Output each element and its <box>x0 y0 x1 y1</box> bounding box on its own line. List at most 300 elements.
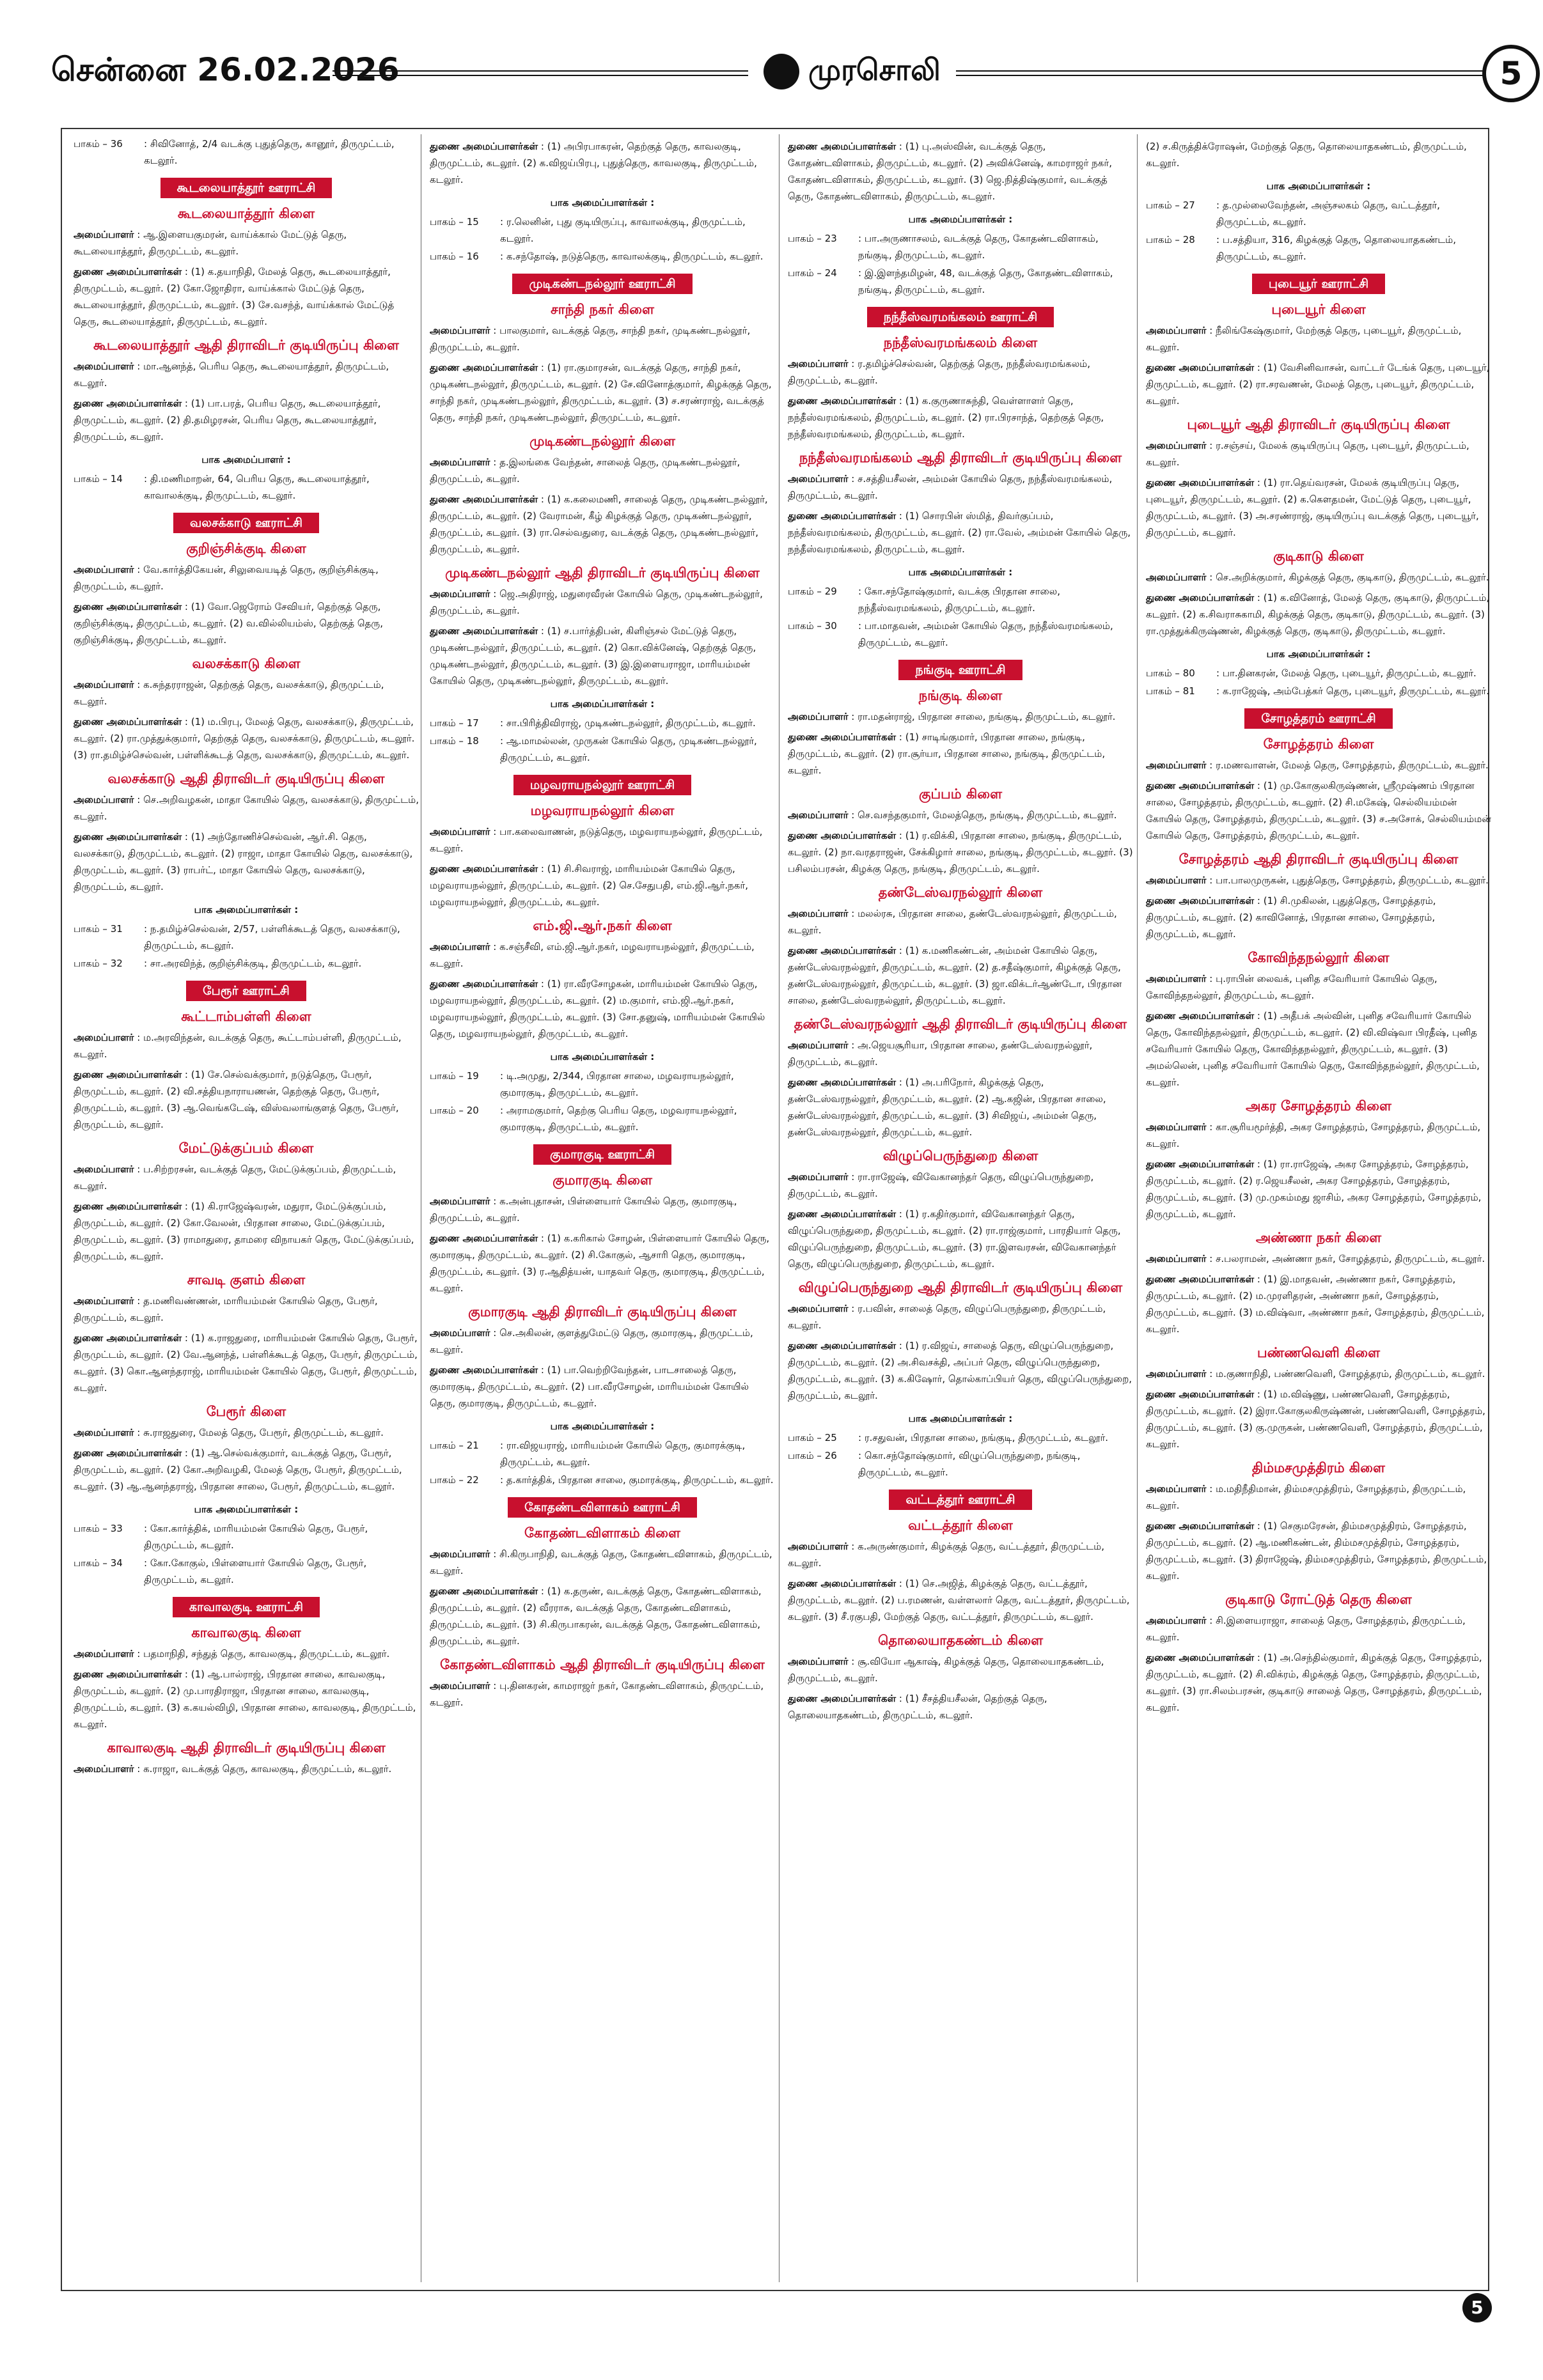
role-label: துணை அமைப்பாளர்கள் <box>74 266 182 277</box>
entry-text: : ரா.ராஜேஷ், விவேகானந்தர் தெரு, விழுப்பெருந்துறை, திருமுட்டம், கடலூர். <box>788 1171 1094 1199</box>
entry-text: : நீலிங்கேஷ்குமார், மேற்குத் தெரு, புடையூர், திருமுட்டம், கடலூர். <box>1146 325 1462 353</box>
entry-text: : (1) ம.விஷ்ணு, பண்ணவெளி, சோழத்தரம், திருமுட்டம், கடலூர். (2) இரா.கோகுலகிருஷ்ணன், பண்ணவெளி, சோழத்தரம், திருமுட்டம், கடலூர். (3) கு.முருகன், பண்ணவெளி, சோழத்தரம், திருமுட்டம், கடலூர். <box>1146 1388 1485 1450</box>
member-entry <box>430 1583 775 1649</box>
member-entry <box>1146 1481 1491 1514</box>
role-label: அமைப்பாளர் <box>430 456 490 468</box>
entry-text: : (1) க.ராஜதுரை, மாரியம்மன் கோயில் தெரு, பேரூர், திருமுட்டம், கடலூர். (2) வே.ஆனந்த், பள்ளிக்கூடத் தெரு, பேரூர், திருமுட்டம், கடலூர். (3) கொ.ஆனந்தராஜ், மாரியம்மன் கோயில் தெரு, பேரூர், திருமுட்டம், கடலூர். <box>74 1332 418 1394</box>
entry-text: : த.இலங்கை வேந்தன், சாலைத் தெரு, முடிகண்டநல்லூர், திருமுட்டம், கடலூர். <box>430 456 740 485</box>
entry-text: : (1) க.தயாநிதி, மேலத் தெரு, கூடலையாத்தூர், திருமுட்டம், கடலூர். (2) கோ.ஜோதிரா, வாய்க்கால் மேட்டுத் தெரு, கூடலையாத்தூர், திருமுட்டம், கடலூர். (3) சே.வசந்த், வாய்க்கால் மேட்டுத் தெரு, கூடலையாத்தூர், திருமுட்டம், கடலூர். <box>74 266 395 327</box>
member-entry <box>74 358 419 391</box>
panchayat-banner: முடிகண்டநல்லூர் ஊராட்சி <box>512 274 692 294</box>
role-label: அமைப்பாளர் <box>788 473 849 485</box>
entry-text: : (1) பா.பரத், பெரிய தெரு, கூடலையாத்தூர், திருமுட்டம், கடலூர். (2) தி.தமிழரசன், பெரிய தெரு, கூடலையாத்தூர், திருமுட்டம், கடலூர். <box>74 398 381 442</box>
role-label: அமைப்பாளர் <box>74 679 134 690</box>
entry-text: : (1) க.வினோத், மேலத் தெரு, குடிகாடு, திருமுட்டம், கடலூர். (2) க.சிவராசுகாமி, கிழக்குத் தெரு, குடிகாடு, திருமுட்டம், கடலூர். (3) ரா.முத்துக்கிருஷ்ணன், கிழக்குத் தெரு, குடிகாடு, திருமுட்டம், கடலூர். <box>1146 592 1490 637</box>
part-number: பாகம் – 28 <box>1146 234 1195 245</box>
part-entry <box>1146 683 1491 699</box>
member-entry <box>788 138 1133 205</box>
member-entry <box>788 1337 1133 1404</box>
part-text: : கொ.சந்தோஷ்குமார், விழுப்பெருந்துறை, நங்குடி, திருமுட்டம், கடலூர். <box>858 1450 1081 1478</box>
entry-text: : (1) ரா.ராஜேஷ், அகர சோழத்தரம், சோழத்தரம், திருமுட்டம், கடலூர். (2) ர.ஜெயசீலன், அகர சோழத்தரம், சோழத்தரம், திருமுட்டம், கடலூர். (3) மு.முகம்மது ஜாசிம், அகர சோழத்தரம், சோழத்தரம், திருமுட்டம், கடலூர். <box>1146 1158 1482 1220</box>
role-label: துணை அமைப்பாளர்கள் <box>430 863 538 875</box>
part-entry <box>788 230 1133 263</box>
part-number: பாகம் – 19 <box>430 1070 479 1082</box>
role-label: துணை அமைப்பாளர்கள் <box>74 601 182 612</box>
panchayat-banner: மழவராயநல்லூர் ஊராட்சி <box>513 775 691 795</box>
part-number: பாகம் – 25 <box>788 1432 837 1443</box>
member-entry <box>74 1161 419 1194</box>
part-text: : த.கார்த்திக், பிரதான சாலை, குமாரக்குடி, திருமுட்டம், கடலூர். <box>500 1474 774 1486</box>
member-entry <box>788 1575 1133 1625</box>
entry-text: : மலல்ரசு, பிரதான சாலை, தண்டேஸ்வரநல்லூர், திருமுட்டம், கடலூர். <box>788 908 1117 936</box>
part-text: : ந.தமிழ்ச்செல்வன், 2/57, பள்ளிக்கூடத் தெரு, வலசக்காடு, திருமுட்டம், கடலூர். <box>144 923 400 951</box>
entry-text: : (1) க.மணிகண்டன், அம்மன் கோயில் தெரு, தண்டேஸ்வரநல்லூர், திருமுட்டம், கடலூர். (2) த.சதீஷ்குமார், கிழக்குத் தெரு, தண்டேஸ்வரநல்லூர், திருமுட்டம், கடலூர். (3) ஜா.விக்டர்ஆண்டோ, பிரதான சாலை, தண்டேஸ்வரநல்லூர், திருமுட்டம், கடலூர். <box>788 945 1122 1006</box>
panchayat-banner: காவாலகுடி ஊராட்சி <box>173 1597 320 1617</box>
entry-text: : ச.சத்தியசீலன், அம்மன் கோயில் தெரு, நந்தீஸ்வரமங்கலம், திருமுட்டம், கடலூர். <box>788 473 1113 501</box>
entry-text: (2) ச.கிருத்திக்ரோஷன், மேற்குத் தெரு, தொலையாதகண்டம், திருமுட்டம், கடலூர். <box>1146 141 1467 169</box>
entry-text: : க.சுந்தரராஜன், தெற்குத் தெரு, வலசக்காடு, திருமுட்டம், கடலூர். <box>74 679 384 707</box>
part-entry <box>74 921 419 954</box>
role-label: அமைப்பாளர் <box>1146 325 1207 336</box>
paper-logo <box>748 46 956 97</box>
member-entry <box>430 359 775 426</box>
part-text: : சிவினோத், 2/4 வடக்கு புதுத்தெரு, கானூர், திருமுட்டம், கடலூர். <box>144 138 395 166</box>
entry-text: : கா.சூரியமூர்த்தி, அகர சோழத்தரம், சோழத்தரம், திருமுட்டம், கடலூர். <box>1146 1121 1481 1149</box>
entry-text: : (1) செகுமரேசன், திம்மசமுத்திரம், சோழத்தரம், திருமுட்டம், கடலூர். (2) ஆ.மணிகண்டன், திம்மசமுத்திரம், சோழத்தரம், திருமுட்டம், கடலூர். (3) திராஜேஷ், திம்மசமுத்திரம், சோழத்தரம், திருமுட்டம், கடலூர். <box>1146 1520 1487 1582</box>
part-entry <box>430 1472 775 1488</box>
role-label: துணை அமைப்பாளர்கள் <box>1146 1652 1255 1663</box>
role-label: அமைப்பாளர் <box>430 826 490 837</box>
entry-text: : ரா.மதன்ராஜ், பிரதான சாலை, நங்குடி, திருமுட்டம், கடலூர். <box>851 711 1116 722</box>
part-text: : கோ.கார்த்திக், மாரியம்மன் கோயில் தெரு, பேரூர், திருமுட்டம், கடலூர். <box>144 1523 368 1551</box>
part-text: : ரா.விஜயராஜ், மாரியம்மன் கோயில் தெரு, குமாரக்குடி, திருமுட்டம், கடலூர். <box>500 1440 746 1468</box>
role-label: அமைப்பாளர் <box>430 1680 490 1692</box>
role-label: துணை அமைப்பாளர்கள் <box>74 398 182 409</box>
entry-text: : (1) சி.முகிலன், புதுத்தெரு, சோழத்தரம், திருமுட்டம், கடலூர். (2) காவினோத், பிரதான சாலை, சோழத்தரம், திருமுட்டம், கடலூர். <box>1146 895 1436 940</box>
part-text: : ர.சதுவன், பிரதான சாலை, நங்குடி, திருமுட்டம், கடலூர். <box>858 1432 1109 1443</box>
member-entry <box>788 471 1133 504</box>
member-entry <box>430 1677 775 1711</box>
entry-text: : க.அன்புதாசன், பிள்ளையார் கோயில் தெரு, குமாரகுடி, திருமுட்டம், கடலூர். <box>430 1195 737 1224</box>
branch-title: விழுப்பெருந்துறை ஆதி திராவிடர் குடியிருப்பு கிளை <box>798 1280 1123 1295</box>
entry-text: : ர.சஞ்சய், மேலக் குடியிருப்பு தெரு, புடையூர், திருமுட்டம், கடலூர். <box>1146 440 1469 468</box>
entry-text: : சு.ராஜதுரை, மேலத் தெரு, பேரூர், திருமுட்டம், கடலூர். <box>137 1427 384 1438</box>
branch-title: கூடலையாத்தூர் ஆதி திராவிடர் குடியிருப்பு கிளை <box>93 338 399 353</box>
part-entry <box>74 1520 419 1553</box>
member-entry <box>74 1445 419 1495</box>
member-entry <box>1146 359 1491 409</box>
role-label: அமைப்பாளர் <box>788 1656 849 1667</box>
entry-text: : (1) வோ.ஜெரோம் சேவியர், தெற்குத் தெரு, குறிஞ்சிக்குடி, திருமுட்டம், கடலூர். (2) வ.வில்லியம்ஸ், தெற்குத் தெரு, குறிஞ்சிக்குடி, திருமுட்டம், கடலூர். <box>74 601 383 646</box>
entry-text: : பாலகுமார், வடக்குத் தெரு, சாந்தி நகர், முடிகண்டநல்லூர், திருமுட்டம், கடலூர். <box>430 325 751 353</box>
part-number: பாகம் – 80 <box>1146 667 1195 679</box>
entry-text: : ச.பலராமன், அண்ணா நகர், சோழத்தரம், திருமுட்டம், கடலூர். <box>1209 1253 1485 1264</box>
member-entry <box>74 791 419 825</box>
entry-text: : ப.சிற்றரசன், வடக்குத் தெரு, மேட்டுக்குப்பம், திருமுட்டம், கடலூர். <box>74 1163 396 1192</box>
member-entry <box>788 807 1133 823</box>
branch-title: அகர சோழத்தரம் கிளை <box>1246 1098 1391 1114</box>
member-entry <box>430 586 775 619</box>
part-text: : ப.சத்தியா, 316, கிழக்குத் தெரு, தொலையாதகண்டம், திருமுட்டம், கடலூர். <box>1216 234 1456 262</box>
part-number: பாகம் – 26 <box>788 1450 837 1461</box>
role-label: துணை அமைப்பாளர்கள் <box>430 1364 538 1376</box>
part-entry <box>74 955 419 972</box>
part-entry <box>430 1437 775 1470</box>
part-entry <box>788 265 1133 298</box>
entry-text: : ர.தமிழ்ச்செல்வன், தெற்குத் தெரு, நந்தீஸ்வரமங்கலம், திருமுட்டம், கடலூர். <box>788 358 1091 386</box>
panchayat-banner: நந்தீஸ்வரமங்கலம் ஊராட்சி <box>867 307 1054 327</box>
member-entry <box>74 828 419 895</box>
part-number: பாகம் – 22 <box>430 1474 479 1486</box>
member-entry <box>74 1330 419 1396</box>
role-label: அமைப்பாளர் <box>74 1032 134 1043</box>
entry-text: : (1) ச.பார்த்திபன், கிளிஞ்சல் மேட்டுத் தெரு, முடிகண்டநல்லூர், திருமுட்டம், கடலூர். (2) கொ.விக்னேஷ், தெற்குத் தெரு, முடிகண்டநல்லூர், திருமுட்டம், கடலூர். (3) இ.இளையராஜா, மாரியம்மன் கோயில் தெரு, முடிகண்டநல்லூர், திருமுட்டம், கடலூர். <box>430 625 756 687</box>
role-label: துணை அமைப்பாளர்கள் <box>430 978 538 990</box>
role-label: அமைப்பாளர் <box>1146 1368 1207 1380</box>
entry-text: : சி.இளையராஜா, சாலைத் தெரு, சோழத்தரம், திருமுட்டம், கடலூர். <box>1146 1615 1466 1643</box>
branch-title: பேரூர் கிளை <box>206 1404 286 1419</box>
part-text: : க.சந்தோஷ், நடுத்தெரு, காவாலக்குடி, திருமுட்டம், கடலூர். <box>500 251 764 262</box>
member-entry <box>1146 1250 1491 1267</box>
role-label: துணை அமைப்பாளர்கள் <box>74 831 182 843</box>
member-entry <box>1146 1271 1491 1337</box>
entry-text: : பு.ராபின் லைவக், புனித சவேரியார் கோயில் தெரு, கோவிந்தநல்லூர், திருமுட்டம், கடலூர். <box>1146 973 1437 1001</box>
role-label: துணை அமைப்பாளர்கள் <box>788 395 897 407</box>
part-entry <box>788 618 1133 651</box>
branch-title: கோவிந்தநல்லூர் கிளை <box>1248 950 1390 965</box>
role-label: துணை அமைப்பாளர்கள் <box>788 1340 897 1351</box>
member-entry <box>74 1761 419 1777</box>
role-label: துணை அமைப்பாளர்கள் <box>430 625 538 637</box>
role-label: துணை அமைப்பாளர்கள் <box>788 1077 897 1088</box>
part-number: பாகம் – 20 <box>430 1105 479 1116</box>
member-entry <box>430 322 775 355</box>
role-label: அமைப்பாளர் <box>1146 759 1207 771</box>
part-text: : தி.மணிமாறன், 64, பெரிய தெரு, கூடலையாத்தூர், காவாலக்குடி, திருமுட்டம், கடலூர். <box>144 473 370 501</box>
role-label: அமைப்பாளர் <box>430 325 490 336</box>
part-entry <box>788 583 1133 616</box>
entry-text: : (1) அபிரபாகரன், தெற்குத் தெரு, காவலகுடி, திருமுட்டம், கடலூர். (2) க.விஜய்பிரபு, புதுத்தெரு, காவலகுடி, திருமுட்டம், கடலூர். <box>430 141 757 185</box>
role-label: அமைப்பாளர் <box>1146 572 1207 583</box>
part-number: பாகம் – 23 <box>788 233 837 244</box>
branch-title: குறிஞ்சிக்குடி கிளை <box>186 541 306 556</box>
part-text: : ஆ.மாமல்லன், முருகன் கோயில் தெரு, முடிகண்டநல்லூர், திருமுட்டம், கடலூர். <box>500 735 757 763</box>
member-entry <box>788 1074 1133 1140</box>
part-text: : கோ.கோகுல், பிள்ளையார் கோயில் தெரு, பேரூர், திருமுட்டம், கடலூர். <box>144 1557 367 1585</box>
role-label: அமைப்பாளர் <box>1146 875 1207 886</box>
entry-text: : (1) ஆ.பால்ராஜ், பிரதான சாலை, காவலகுடி, திருமுட்டம், கடலூர். (2) மு.பாரதிராஜா, பிரதான சாலை, காவலகுடி, திருமுட்டம், கடலூர். (3) க.கயல்விழி, பிரதான சாலை, காவலகுடி, திருமுட்டம், கடலூர். <box>74 1668 416 1730</box>
role-label: துணை அமைப்பாளர்கள் <box>1146 477 1255 488</box>
member-entry <box>74 676 419 710</box>
member-entry <box>74 1066 419 1133</box>
role-label: துணை அமைப்பாளர்கள் <box>430 494 538 505</box>
member-entry <box>788 1037 1133 1070</box>
member-entry <box>788 827 1133 877</box>
branch-title: முடிகண்டநல்லூர் கிளை <box>529 433 675 449</box>
member-entry <box>788 393 1133 442</box>
entry-text: : ஆ.இளையகுமரன், வாய்க்கால் மேட்டுத் தெரு, கூடலையாத்தூர், திருமுட்டம், கடலூர். <box>74 229 347 257</box>
entry-text: : வே.கார்த்திகேயன், சிலுவையடித் தெரு, குறிஞ்சிக்குடி, திருமுட்டம், கடலூர். <box>74 564 379 592</box>
entry-text: : ம.மதிநீதிமான், திம்மசமுத்திரம், சோழத்தரம், திருமுட்டம், கடலூர். <box>1146 1483 1466 1511</box>
sub-heading: பாக அமைப்பாளர்கள் : <box>194 904 299 915</box>
sub-heading: பாக அமைப்பாளர்கள் : <box>1266 180 1371 192</box>
role-label: துணை அமைப்பாளர்கள் <box>788 830 897 841</box>
role-label: அமைப்பாளர் <box>788 809 849 821</box>
panchayat-banner: சோழத்தரம் ஊராட்சி <box>1244 708 1392 729</box>
sub-heading: பாக அமைப்பாளர்கள் : <box>908 214 1013 225</box>
part-text: : கோ.சந்தோஷ்குமார், வடக்கு பிரதான சாலை, நந்தீஸ்வரமங்கலம், திருமுட்டம், கடலூர். <box>858 586 1060 614</box>
branch-title: குமாரகுடி கிளை <box>552 1172 652 1188</box>
branch-title: நங்குடி கிளை <box>918 688 1003 703</box>
branch-title: காவாலகுடி ஆதி திராவிடர் குடியிருப்பு கிளை <box>107 1740 386 1755</box>
entry-text: : (1) பா.வெற்றிவேந்தன், பாடசாலைத் தெரு, குமாரகுடி, திருமுட்டம், கடலூர். (2) பா.வீரசோழன், மாரியம்மன் கோயில் தெரு, குமாரகுடி, திருமுட்டம், கடலூர். <box>430 1364 749 1409</box>
part-text: : டி.அமுது, 2/344, பிரதான சாலை, மழவராயநல்லூர், குமாரகுடி, திருமுட்டம், கடலூர். <box>500 1070 734 1098</box>
branch-title: குடிகாடு கிளை <box>1273 548 1364 564</box>
entry-text: : ம.அரவிந்தன், வடக்குத் தெரு, கூட்டாம்பள்ளி, திருமுட்டம், கடலூர். <box>74 1032 402 1060</box>
part-text: : பா.தினகரன், மேலத் தெரு, புடையூர், திருமுட்டம், கடலூர். <box>1216 667 1476 679</box>
sub-heading: பாக அமைப்பாளர்கள் : <box>908 566 1013 578</box>
branch-title: சோழத்தரம் கிளை <box>1263 736 1374 752</box>
part-entry <box>74 136 419 169</box>
role-label: அமைப்பாளர் <box>430 1327 490 1339</box>
role-label: அமைப்பாளர் <box>74 1763 134 1775</box>
entry-text: : ர.மணவாளன், மேலத் தெரு, சோழத்தரம், திருமுட்டம், கடலூர். <box>1209 759 1489 771</box>
member-entry <box>1146 872 1491 889</box>
member-entry <box>430 823 775 857</box>
entry-text: : (1) ர.கதிர்குமார், விவேகானந்தர் தெரு, விழுப்பெருந்துறை, திருமுட்டம், கடலூர். (2) ரா.ராஜ்குமார், பாரதியார் தெரு, விழுப்பெருந்துறை, திருமுட்டம், கடலூர். (3) ரா.இளவரசன், விவேகானந்தர் தெரு, விழுப்பெருந்துறை, திருமுட்டம், கடலூர். <box>788 1208 1121 1270</box>
member-entry <box>788 942 1133 1009</box>
role-label: அமைப்பாளர் <box>74 229 134 240</box>
panchayat-banner: புடையூர் ஊராட்சி <box>1252 274 1385 294</box>
panchayat-banner: கூடலையாத்தூர் ஊராட்சி <box>161 178 333 198</box>
member-entry <box>1146 1649 1491 1716</box>
entry-text: : (1) அ.செந்தில்குமார், கிழக்குத் தெரு, சோழத்தரம், திருமுட்டம், கடலூர். (2) சி.விக்ரம், கிழக்குத் தெரு, சோழத்தரம், திருமுட்டம், கடலூர். (3) ரா.சிலம்பரசன், குடிகாடு சாலைத் தெரு, சோழத்தரம், திருமுட்டம், கடலூர். <box>1146 1652 1482 1713</box>
role-label: துணை அமைப்பாளர்கள் <box>74 1069 182 1080</box>
entry-text: : பதமாநிதி, சந்துத் தெரு, காவலகுடி, திருமுட்டம், கடலூர். <box>137 1648 390 1660</box>
part-text: : அராமகுமார், தெற்கு பெரிய தெரு, மழவராயநல்லூர், குமாரகுடி, திருமுட்டம், கடலூர். <box>500 1105 737 1133</box>
branch-title: கூட்டாம்பள்ளி கிளை <box>181 1009 311 1024</box>
role-label: அமைப்பாளர் <box>430 941 490 953</box>
entry-text: : (1) க.தருண், வடக்குத் தெரு, கோதண்டவிளாகம், திருமுட்டம், கடலூர். (2) வீரராசு, வடக்குத் தெரு, கோதண்டவிளாகம், திருமுட்டம், கடலூர். (3) சி.கிருபாகரன், வடக்குத் தெரு, கோதண்டவிளாகம், திருமுட்டம், கடலூர். <box>430 1585 762 1647</box>
role-label: துணை அமைப்பாளர்கள் <box>788 1578 897 1589</box>
member-entry <box>788 729 1133 779</box>
part-entry <box>1146 665 1491 681</box>
part-number: பாகம் – 21 <box>430 1440 479 1451</box>
member-entry <box>74 1029 419 1062</box>
panchayat-banner: பேரூர் ஊராட்சி <box>186 981 306 1001</box>
sub-heading: பாக அமைப்பாளர்கள் : <box>550 197 655 208</box>
sub-heading: பாக அமைப்பாளர் : <box>201 454 291 465</box>
part-number: பாகம் – 36 <box>74 138 123 150</box>
role-label: துணை அமைப்பாளர்கள் <box>788 1693 897 1704</box>
part-entry <box>1146 231 1491 265</box>
panchayat-banner: வட்டத்தூர் ஊராட்சி <box>889 1489 1031 1510</box>
sub-heading: பாக அமைப்பாளர்கள் : <box>550 1420 655 1432</box>
sub-heading: பாக அமைப்பாளர்கள் : <box>550 698 655 710</box>
member-entry <box>74 226 419 260</box>
member-entry <box>74 1293 419 1326</box>
role-label: அமைப்பாளர் <box>74 1427 134 1438</box>
member-entry <box>1146 892 1491 942</box>
role-label: துணை அமைப்பாளர்கள் <box>1146 895 1255 906</box>
member-entry <box>1146 569 1491 586</box>
entry-text: : க.சஞ்சீவி, எம்.ஜி.ஆர்.நகர், மழவராயநல்லூர், திருமுட்டம், கடலூர். <box>430 941 755 969</box>
entry-text: : (1) பு.அஸ்வின், வடக்குத் தெரு, கோதண்டவிளாகம், திருமுட்டம், கடலூர். (2) அவிக்னேஷ், காமராஜர் நகர், கோதண்டவிளாகம், திருமுட்டம், கடலூர். (3) ஜெ.நித்திஷ்குமார், வடக்குத் தெரு, கோதண்டவிளாகம், திருமுட்டம், கடலூர். <box>788 141 1112 202</box>
entry-text: : பு.தினகரன், காமராஜர் நகர், கோதண்டவிளாகம், திருமுட்டம், கடலூர். <box>430 1680 764 1708</box>
branch-title: நந்தீஸ்வரமங்கலம் கிளை <box>883 335 1038 350</box>
branch-title: குமாரகுடி ஆதி திராவிடர் குடியிருப்பு கிளை <box>468 1304 737 1319</box>
member-entry <box>430 860 775 910</box>
member-entry <box>430 1325 775 1358</box>
entry-text: : செ.அகிலன், குளத்துமேட்டு தெரு, குமாரகுடி, திருமுட்டம், கடலூர். <box>430 1327 753 1355</box>
member-entry <box>74 1198 419 1264</box>
branch-title: மழவராயநல்லூர் கிளை <box>530 803 675 818</box>
branch-title: தொலையாதகண்டம் கிளை <box>877 1633 1044 1648</box>
entry-text: : செ.வசந்தகுமார், மேலத்தெரு, நங்குடி, திருமுட்டம், கடலூர். <box>851 809 1117 821</box>
panchayat-banner: கோதண்டவிளாகம் ஊராட்சி <box>508 1497 697 1518</box>
role-label: துணை அமைப்பாளர்கள் <box>1146 592 1255 603</box>
role-label: துணை அமைப்பாளர்கள் <box>74 1668 182 1680</box>
entry-text: : த.மணிவண்ணன், மாரியம்மன் கோயில் தெரு, பேரூர், திருமுட்டம், கடலூர். <box>74 1295 378 1323</box>
entry-text: : (1) அ.பரிநோர், கிழக்குத் தெரு, தண்டேஸ்வரநல்லூர், திருமுட்டம், கடலூர். (2) ஆ.கஜின், பிரதான சாலை, தண்டேஸ்வரநல்லூர், திருமுட்டம், கடலூர். (3) சிவிஜய், அம்மன் தெரு, தண்டேஸ்வரநல்லூர், திருமுட்டம், கடலூர். <box>788 1077 1106 1138</box>
role-label: அமைப்பாளர் <box>788 1171 849 1183</box>
column-1 <box>74 134 419 2282</box>
branch-title: முடிகண்டநல்லூர் ஆதி திராவிடர் குடியிருப்பு கிளை <box>445 565 760 580</box>
role-label: அமைப்பாளர் <box>788 711 849 722</box>
part-text: : பா.மாதவன், அம்மன் கோயில் தெரு, நந்தீஸ்வரமங்கலம், திருமுட்டம், கடலூர். <box>858 620 1113 648</box>
member-entry <box>430 623 775 689</box>
member-entry <box>74 598 419 648</box>
member-entry <box>1146 1386 1491 1452</box>
paper-name: முரசொலி <box>808 52 941 87</box>
entry-text: : (1) கி.ராஜேஷ்வரன், மதுரா, மேட்டுக்குப்பம், திருமுட்டம், கடலூர். (2) கோ.வேலன், பிரதான சாலை, மேட்டுக்குப்பம், திருமுட்டம், கடலூர். (3) ராமாதுரை, தாமரை விநாயகர் தெரு, மேட்டுக்குப்பம், திருமுட்டம், கடலூர். <box>74 1201 414 1262</box>
panchayat-banner: வலசக்காடு ஊராட்சி <box>173 513 319 533</box>
part-number: பாகம் – 17 <box>430 717 479 729</box>
part-number: பாகம் – 15 <box>430 216 479 228</box>
city-date: சென்னை 26.02.2026 <box>51 51 400 88</box>
role-label: அமைப்பாளர் <box>74 1163 134 1175</box>
entry-text: : (1) சீசத்தியசீலன், தெற்குத் தெரு, தொலையாதகண்டம், திருமுட்டம், கடலூர். <box>788 1693 1047 1721</box>
member-entry <box>74 1666 419 1732</box>
member-entry <box>1146 437 1491 471</box>
role-label: துணை அமைப்பாளர்கள் <box>74 1201 182 1212</box>
entry-text: : (1) சொரபின் ஸ்மித், திவர்குப்பம், நந்தீஸ்வரமங்கலம், திருமுட்டம், கடலூர். (2) ரா.வேல், அம்மன் கோயில் தெரு, நந்தீஸ்வரமங்கலம், திருமுட்டம், கடலூர். <box>788 510 1131 555</box>
role-label: துணை அமைப்பாளர்கள் <box>430 1585 538 1597</box>
branch-title: வலசக்காடு ஆதி திராவிடர் குடியிருப்பு கிளை <box>107 771 385 786</box>
page-number: 5 <box>1482 45 1540 102</box>
entry-text: : (1) க.கலைமணி, சாலைத் தெரு, முடிகண்டநல்லூர், திருமுட்டம், கடலூர். (2) வேராமன், கீழ் கிழக்குத் தெரு, முடிகண்டநல்லூர், திருமுட்டம், கடலூர். (3) ரா.செல்வதுரை, வடக்குத் தெரு, முடிகண்டநல்லூர், திருமுட்டம், கடலூர். <box>430 494 768 555</box>
part-number: பாகம் – 81 <box>1146 685 1195 697</box>
entry-text: : (1) மு.கோகுலகிருஷ்ணன், ஸ்ரீமுஷ்ணம் பிரதான சாலை, சோழத்தரம், திருமுட்டம், கடலூர். (2) சி.மகேஷ், செல்லியம்மன் கோயில் தெரு, சோழத்தரம், திருமுட்டம், கடலூர். (3) ச.அசோக், செல்லியம்மன் கோயில் தெரு, சோழத்தரம், திருமுட்டம், கடலூர். <box>1146 780 1491 841</box>
part-entry <box>430 733 775 766</box>
member-entry <box>74 561 419 595</box>
entry-text: : (1) சி.சிவராஜ், மாரியம்மன் கோயில் தெரு, மழவராயநல்லூர், திருமுட்டம், கடலூர். (2) செ.சேதுபதி, எம்.ஜி.ஆர்.நகர், மழவராயநல்லூர், திருமுட்டம், கடலூர். <box>430 863 749 908</box>
member-entry <box>788 508 1133 557</box>
part-text: : இ.இளந்தமிழன், 48, வடக்குத் தெரு, கோதண்டவிளாகம், நங்குடி, திருமுட்டம், கடலூர். <box>858 267 1113 295</box>
part-number: பாகம் – 32 <box>74 958 123 969</box>
role-label: அமைப்பாளர் <box>74 1295 134 1307</box>
part-number: பாகம் – 30 <box>788 620 837 632</box>
entry-text: : சூ.வியோ ஆகாஷ், கிழக்குத் தெரு, தொலையாதகண்டம், திருமுட்டம், கடலூர். <box>788 1656 1104 1684</box>
branch-title: கோதண்டவிளாகம் ஆதி திராவிடர் குடியிருப்பு கிளை <box>440 1657 765 1672</box>
role-label: அமைப்பாளர் <box>430 588 490 600</box>
member-entry <box>1146 138 1491 171</box>
member-entry <box>788 1300 1133 1334</box>
member-entry <box>1146 777 1491 844</box>
member-entry <box>1146 1612 1491 1645</box>
branch-title: வலசக்காடு கிளை <box>192 656 301 671</box>
branch-title: திம்மசமுத்திரம் கிளை <box>1252 1460 1385 1475</box>
branch-title: கூடலையாத்தூர் கிளை <box>177 206 315 221</box>
part-number: பாகம் – 34 <box>74 1557 123 1569</box>
role-label: அமைப்பாளர் <box>788 1039 849 1051</box>
part-text: : சா.பிரித்திவிராஜ், முடிகண்டநல்லூர், திருமுட்டம், கடலூர். <box>500 717 756 729</box>
role-label: துணை அமைப்பாளர்கள் <box>788 1208 897 1220</box>
branch-title: புடையூர் கிளை <box>1271 302 1366 317</box>
role-label: அமைப்பாளர் <box>74 1648 134 1660</box>
sub-heading: பாக அமைப்பாளர்கள் : <box>550 1051 655 1062</box>
role-label: அமைப்பாளர் <box>74 564 134 575</box>
branch-title: குடிகாடு ரோட்டுத் தெரு கிளை <box>1225 1592 1412 1607</box>
member-entry <box>1146 970 1491 1004</box>
part-text: : பா.அருணாசலம், வடக்குத் தெரு, கோதண்டவிளாகம், நங்குடி, திருமுட்டம், கடலூர். <box>858 233 1099 261</box>
role-label: துணை அமைப்பாளர்கள் <box>1146 1520 1255 1532</box>
member-entry <box>1146 474 1491 541</box>
branch-title: காவாலகுடி கிளை <box>191 1625 301 1640</box>
part-entry <box>430 214 775 247</box>
entry-text: : (1) ரா.குமாரசன், வடக்குத் தெரு, சாந்தி நகர், முடிகண்டநல்லூர், திருமுட்டம், கடலூர். (2) சே.வினோத்குமார், கிழக்குத் தெரு, சாந்தி நகர், முடிகண்டநல்லூர், திருமுட்டம், கடலூர். (3) ச.சரண்ராஜ், வடக்குத் தெரு, சாந்தி நகர், முடிகண்டநல்லூர், திருமுட்டம், கடலூர். <box>430 362 772 423</box>
entry-text: : ம.குணாநிதி, பண்ணவெளி, சோழத்தரம், திருமுட்டம், கடலூர். <box>1209 1368 1485 1380</box>
entry-text: : (1) சே.செல்வக்குமார், நடுத்தெரு, பேரூர், திருமுட்டம், கடலூர். (2) வி.சத்தியநாராயணன், தெற்குத் தெரு, பேரூர், திருமுட்டம், கடலூர். (3) ஆ.வெங்கடேஷ், விஸ்வலாங்குளத் தெரு, பேரூர், திருமுட்டம், கடலூர். <box>74 1069 399 1130</box>
role-label: துணை அமைப்பாளர்கள் <box>74 1447 182 1459</box>
entry-text: : (1) செ.அஜித், கிழக்குத் தெரு, வட்டத்தூர், திருமுட்டம், கடலூர். (2) ப.ரமணன், வள்ளலார் தெரு, வட்டத்தூர், திருமுட்டம், கடலூர். (3) சீ.ரகுபதி, மேற்குத் தெரு, வட்டத்தூர், திருமுட்டம், கடலூர். <box>788 1578 1130 1622</box>
role-label: துணை அமைப்பாளர்கள் <box>430 141 538 152</box>
panchayat-banner: குமாரகுடி ஊராட்சி <box>533 1144 671 1165</box>
part-number: பாகம் – 18 <box>430 735 479 747</box>
role-label: துணை அமைப்பாளர்கள் <box>1146 1388 1255 1400</box>
member-entry <box>788 708 1133 725</box>
entry-text: : செ.அறிவழகன், மாதா கோயில் தெரு, வலசக்காடு, திருமுட்டம், கடலூர். <box>74 794 419 822</box>
branch-title: சாவடி குளம் கிளை <box>187 1272 306 1287</box>
role-label: அமைப்பாளர் <box>788 358 849 369</box>
part-entry <box>430 715 775 731</box>
branch-title: புடையூர் ஆதி திராவிடர் குடியிருப்பு கிளை <box>1187 417 1450 432</box>
member-entry <box>788 1206 1133 1272</box>
branch-title: குப்பம் கிளை <box>918 786 1003 802</box>
part-number: பாகம் – 33 <box>74 1523 123 1534</box>
branch-title: அண்ணா நகர் கிளை <box>1255 1230 1382 1245</box>
member-entry <box>788 1653 1133 1686</box>
member-entry <box>74 263 419 330</box>
column-divider <box>1137 134 1138 2282</box>
member-entry <box>1146 589 1491 639</box>
member-entry <box>430 1546 775 1579</box>
role-label: அமைப்பாளர் <box>1146 973 1207 984</box>
entry-text: : (1) ரா.தெய்வரசன், மேலக் குடியிருப்பு தெரு, புடையூர், திருமுட்டம், கடலூர். (2) க.கௌதமன், மேட்டுத் தெரு, புடையூர், திருமுட்டம், கடலூர். (3) அ.சரண்ராஜ், குடியிருப்பு வடக்குத் தெரு, புடையூர், திருமுட்டம், கடலூர். <box>1146 477 1479 538</box>
role-label: துணை அமைப்பாளர்கள் <box>1146 780 1255 791</box>
entry-text: : செ.அறிக்குமார், கிழக்குத் தெரு, குடிகாடு, திருமுட்டம், கடலூர். <box>1209 572 1489 583</box>
member-entry <box>74 1645 419 1662</box>
role-label: அமைப்பாளர் <box>1146 1121 1207 1133</box>
member-entry <box>1146 1007 1491 1091</box>
part-number: பாகம் – 29 <box>788 586 837 597</box>
entry-text: : பா.கலைவாணன், நடுத்தெரு, மழவராயநல்லூர், திருமுட்டம், கடலூர். <box>430 826 763 854</box>
member-entry <box>788 1690 1133 1723</box>
entry-text: : (1) க.குருணாசுந்தி, வெள்ளாளர் தெரு, நந்தீஸ்வரமங்கலம், திருமுட்டம், கடலூர். (2) ரா.பிரசாந்த், தெற்குத் தெரு, நந்தீஸ்வரமங்கலம், திருமுட்டம், கடலூர். <box>788 395 1104 440</box>
entry-text: : அ.ஜெயசூரியா, பிரதான சாலை, தண்டேஸ்வரநல்லூர், திருமுட்டம், கடலூர். <box>788 1039 1093 1068</box>
footer-page-number: 5 <box>1462 2293 1492 2322</box>
entry-text: : (1) அதீபக் அல்வின், புனித சவேரியார் கோயில் தெரு, கோவிந்தநல்லூர், திருமுட்டம், கடலூர். (2) வி.விஷ்வா பிரதீஷ், புனித சவேரியார் கோயில் தெரு, கோவிந்தநல்லூர், திருமுட்டம், கடலூர். (3) அமல்லென், புனித சவேரியார் கோயில் தெரு, கோவிந்தநல்லூர், திருமுட்டம், கடலூர். <box>1146 1010 1480 1088</box>
